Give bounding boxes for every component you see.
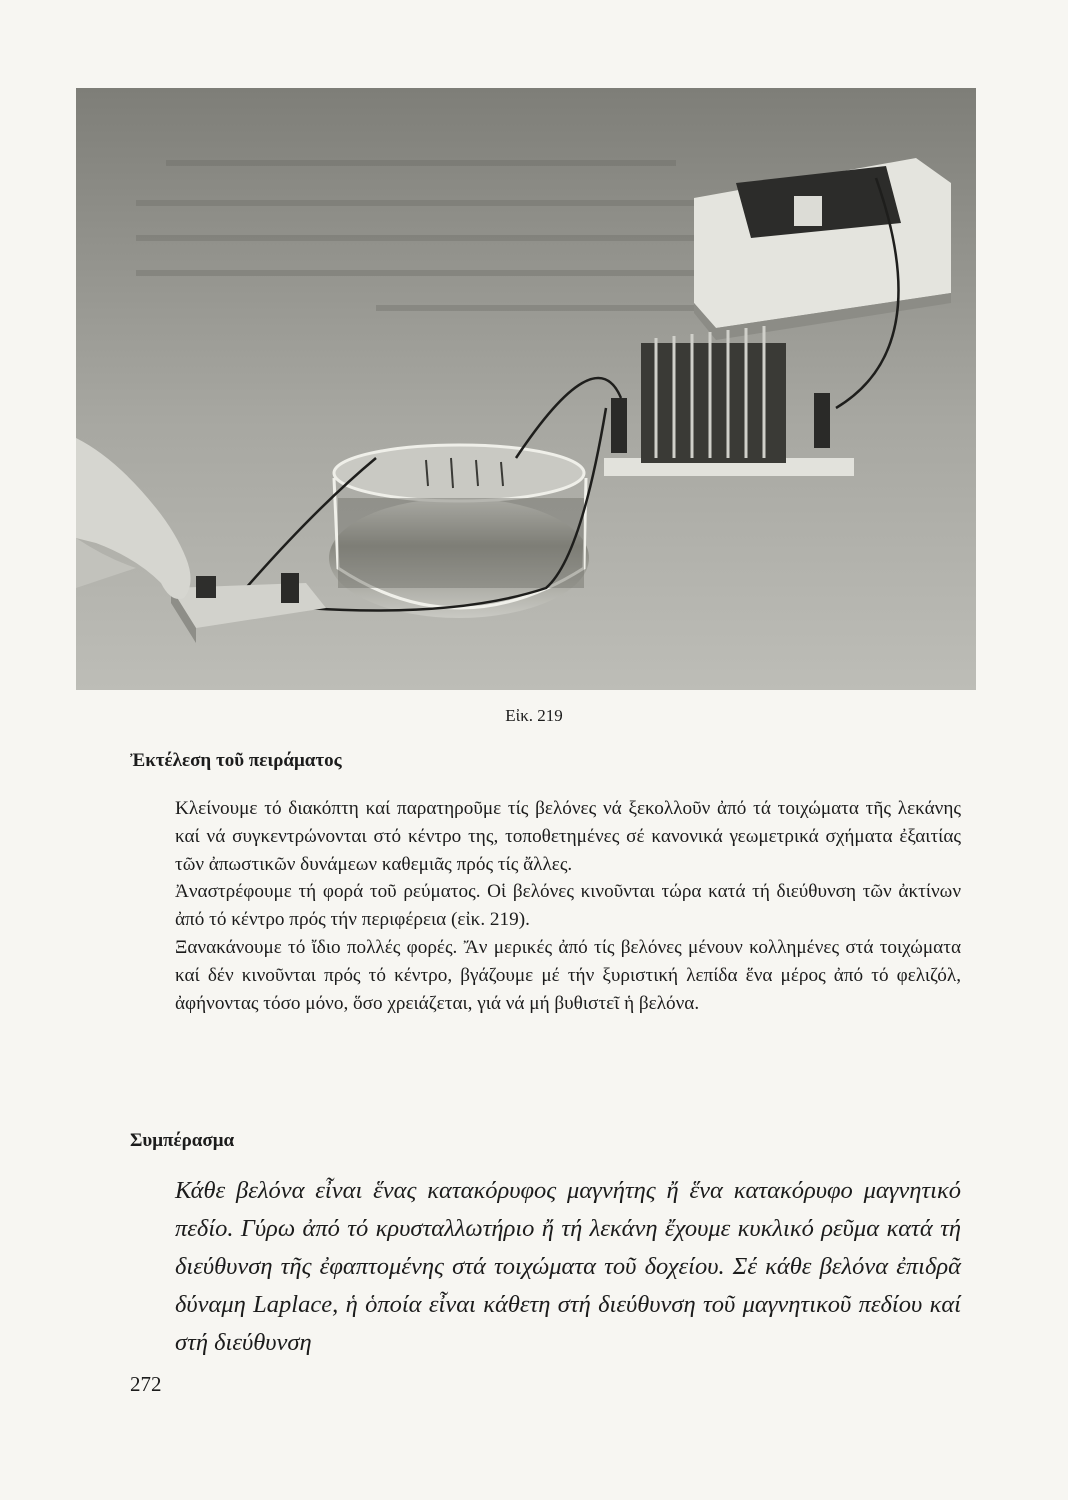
section-heading-execution: Ἐκτέλεση τοῦ πειράματος — [130, 750, 342, 771]
execution-paragraph-2: Ἀναστρέφουμε τή φορά τοῦ ρεύματος. Οἱ βελόνες κινοῦνται τώρα κατά τή διεύθυνση τῶν ἀκτίνων ἀπό τό κέντρο πρός τήν περιφέρεια (εἰκ. 219). — [175, 881, 961, 931]
page-number: 272 — [130, 1372, 162, 1396]
section-heading-conclusion: Συμπέρασμα — [130, 1130, 235, 1151]
experiment-photo — [76, 88, 976, 690]
experiment-photo-icon — [76, 88, 976, 690]
execution-paragraph-1: Κλείνουμε τό διακόπτη καί παρατηροῦμε τίς βελόνες νά ξεκολλοῦν ἀπό τά τοιχώματα τῆς λεκάνης καί νά συγκεντρώνονται στό κέντρο της, τοποθετημένες σέ κανονικά γεωμετρικά σχήματα ἐξαιτίας τῶν ἀπωστικῶν δυνάμεων καθεμιᾶς πρός τίς ἄλλες. — [175, 798, 961, 875]
execution-paragraph-3: Ξανακάνουμε τό ἴδιο πολλές φορές. Ἄν μερικές ἀπό τίς βελόνες μένουν κολλημένες στά τοιχώματα καί δέν κινοῦνται πρός τό κέντρο, βγάζουμε μέ τήν ξυριστική λεπίδα ἕνα μέρος ἀπό τό φελιζόλ, ἀφήνοντας τόσο μόνο, ὅσο χρειάζεται, γιά νά μή βυθιστεῖ ἡ βελόνα. — [175, 936, 961, 1014]
glass-bowl — [329, 445, 589, 618]
figure-caption: Εἰκ. 219 — [505, 706, 563, 725]
conclusion-text: Κάθε βελόνα εἶναι ἕνας κατακόρυφος μαγνήτης ἤ ἕνα κατακόρυφο μαγνητικό πεδίο. Γύρω ἀπό τό κρυσταλλωτήριο ἤ τή λεκάνη ἔχουμε κυκλικό ρεῦμα κατά τή διεύθυνση τῆς ἐφαπτομένης στά τοιχώματα τοῦ δοχείου. Σέ κάθε βελόνα ἐπιδρᾶ δύναμη Laplace, ἡ ὁποία εἶναι κάθετη στή διεύθυνση τοῦ μαγνητικοῦ πεδίου καί στή διεύθυνση — [175, 1177, 961, 1356]
execution-body — [175, 795, 961, 1017]
